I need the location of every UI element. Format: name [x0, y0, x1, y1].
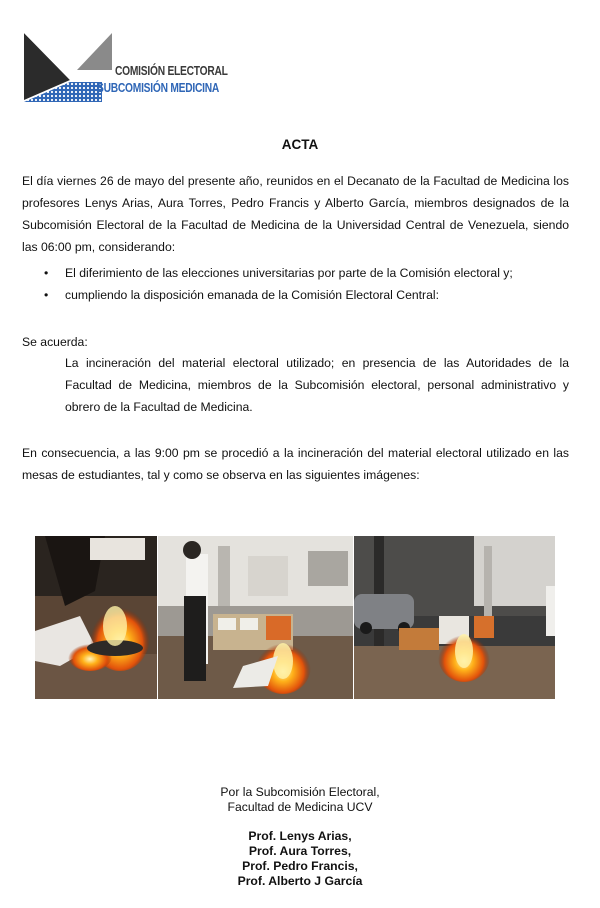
photo-burning-material-1 — [35, 536, 157, 699]
signature-line-1: Por la Subcomisión Electoral, — [220, 785, 380, 799]
resolution-label: Se acuerda: — [22, 335, 88, 349]
list-item — [22, 284, 569, 306]
resolution-text: La incineración del material electoral utilizado; en presencia de las Autoridades de la Facultad de Medicina, miembros de la Subcomisión electoral, personal administrativo y obrero de la Facultad de Medicina. — [65, 356, 569, 414]
signature-line-2: Facultad de Medicina UCV — [227, 800, 373, 814]
incineration-photos — [35, 536, 555, 699]
logo-subtitle: SUBCOMISIÓN MEDICINA — [97, 81, 220, 95]
commission-logo — [22, 30, 228, 106]
list-item — [22, 262, 569, 284]
intro-paragraph: El día viernes 26 de mayo del presente año, reunidos en el Decanato de la Facultad de Medicina los profesores Lenys Arias, Aura Torres, Pedro Francis y Alberto García, miembros designados de la Subcomisión Electoral de la Facultad de Medicina de la Universidad Central de Venezuela, siendo las 06:00 pm, considerando: — [22, 174, 569, 254]
signatories — [0, 829, 600, 889]
photo-burning-material-2 — [158, 536, 353, 699]
document-title: ACTA — [281, 137, 319, 152]
list-item-text: El diferimiento de las elecciones universitarias por parte de la Comisión electoral y; — [65, 266, 513, 280]
photo-burning-material-3 — [354, 536, 555, 699]
signatory-name: Prof. Lenys Arias, — [248, 829, 352, 843]
list-item-text: cumpliendo la disposición emanada de la Comisión Electoral Central: — [65, 288, 439, 302]
bullet-marker: • — [44, 266, 49, 280]
considerations-list — [22, 262, 569, 306]
bullet-marker: • — [44, 288, 49, 302]
logo-title: COMISIÓN ELECTORAL — [115, 64, 228, 78]
signatory-name: Prof. Alberto J García — [237, 874, 363, 888]
signatory-name: Prof. Aura Torres, — [248, 844, 352, 858]
conclusion-paragraph: En consecuencia, a las 9:00 pm se procedió a la incineración del material electoral utilizado en las mesas de estudiantes, tal y como se observa en las siguientes imágenes: — [22, 446, 569, 482]
signatory-name: Prof. Pedro Francis, — [242, 859, 358, 873]
